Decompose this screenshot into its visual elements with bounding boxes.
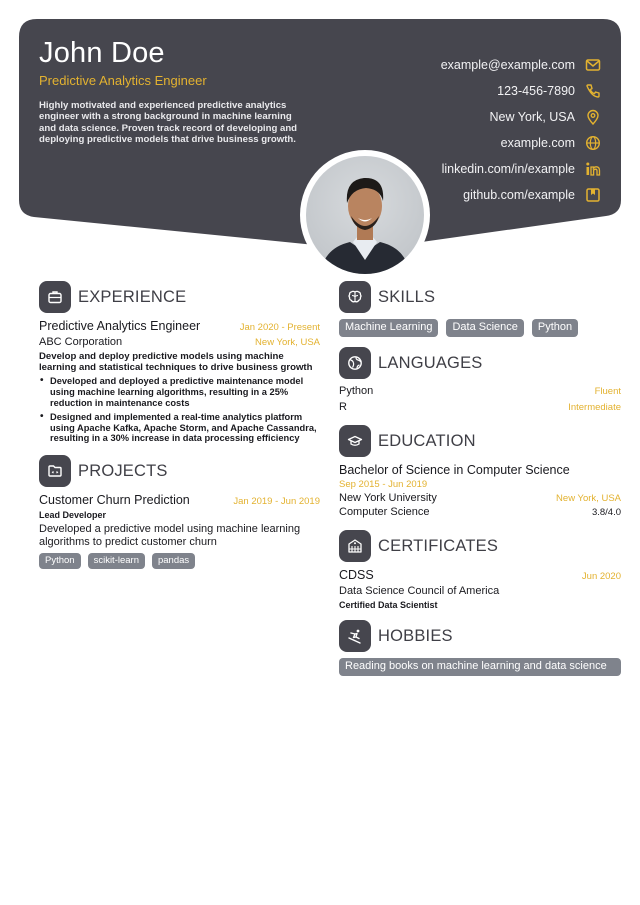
school-name: New York University (339, 492, 437, 504)
globe-icon (585, 135, 601, 151)
project-tag: pandas (152, 553, 195, 569)
profile-summary: Highly motivated and experienced predictive analytics engineer with a strong background in machine learning and data science. Proven track record of developing and deploying predictive models that drive business growth. (39, 100, 298, 146)
certificate-name: CDSS (339, 568, 374, 582)
institution-icon (339, 530, 371, 562)
project-tags (39, 553, 320, 569)
contact-linkedin[interactable] (441, 156, 601, 182)
projects-heading: PROJECTS (78, 461, 168, 480)
contact-list (441, 52, 601, 208)
contact-phone-text[interactable]: 123-456-7890 (497, 84, 575, 98)
brain-icon (339, 281, 371, 313)
projects-header (39, 455, 320, 487)
folder-code-icon (39, 455, 71, 487)
candidate-name: John Doe (39, 37, 165, 69)
skills-list (339, 319, 621, 337)
education-header (339, 425, 621, 457)
certificate-title: Certified Data Scientist (339, 600, 438, 610)
job-summary: Develop and deploy predictive models using machine learning and statistical techniques to drive business growth (39, 351, 313, 374)
achievement-item: • Designed and implemented a real-time analytics platform using Apache Kafka, Apache Storm, and Apache Cassandra, resulting in a 30% increase in data processing efficiency (39, 412, 320, 444)
contact-github[interactable] (441, 182, 601, 208)
contact-linkedin-text[interactable]: linkedin.com/in/example (441, 162, 575, 176)
project-entry (39, 493, 320, 569)
languages-heading: LANGUAGES (378, 353, 483, 372)
education-dates: Sep 2015 - Jun 2019 (339, 479, 428, 490)
graduation-cap-icon (339, 425, 371, 457)
certificate-date: Jun 2020 (581, 571, 621, 582)
linkedin-icon (585, 161, 601, 177)
mail-icon (585, 57, 601, 73)
contact-email[interactable] (441, 52, 601, 78)
certificate-issuer: Data Science Council of America (339, 585, 500, 597)
skiing-icon (339, 620, 371, 652)
project-description: Developed a predictive model using machine learning algorithms to predict customer churn (39, 523, 301, 549)
experience-header (39, 281, 320, 313)
languages-list (339, 385, 621, 417)
contact-email-text[interactable]: example@example.com (440, 58, 575, 72)
contact-github-text[interactable]: github.com/example (463, 188, 575, 202)
achievement-item: • Developed and deployed a predictive maintenance model using machine learning algorithms, resulting in a 25% reduction in maintenance costs (39, 376, 320, 408)
certificate-entry (339, 568, 621, 610)
school-location: New York, USA (556, 493, 621, 504)
language-name: R (339, 401, 347, 413)
contact-phone[interactable] (441, 78, 601, 104)
certificates-header (339, 530, 621, 562)
language-row (339, 401, 621, 417)
skill-tag: Python (532, 319, 578, 337)
skills-section (339, 281, 621, 337)
language-level: Intermediate (568, 402, 621, 413)
profile-photo (306, 156, 424, 274)
project-tag: Python (39, 553, 81, 569)
gpa: 3.8/4.0 (591, 507, 621, 518)
location-pin-icon (585, 109, 601, 125)
projects-section (39, 455, 320, 569)
language-globe-icon (339, 347, 371, 379)
briefcase-icon (39, 281, 71, 313)
contact-website[interactable] (441, 130, 601, 156)
experience-entry (39, 319, 320, 444)
project-tag: scikit-learn (88, 553, 145, 569)
education-entry (339, 463, 621, 518)
hobbies-heading: HOBBIES (378, 626, 453, 645)
languages-section (339, 347, 621, 417)
github-icon (585, 187, 601, 203)
language-level: Fluent (594, 386, 621, 397)
phone-icon (585, 83, 601, 99)
degree: Bachelor of Science in Computer Science (339, 463, 570, 477)
job-dates: Jan 2020 - Present (239, 322, 320, 333)
candidate-title: Predictive Analytics Engineer (39, 73, 207, 88)
hobbies-section (339, 620, 621, 676)
job-company: ABC Corporation (39, 336, 123, 348)
field-of-study: Computer Science (339, 506, 430, 518)
contact-location (441, 104, 601, 130)
job-location: New York, USA (255, 337, 320, 348)
left-column (39, 281, 320, 569)
job-achievements (39, 376, 320, 444)
job-role: Predictive Analytics Engineer (39, 319, 201, 333)
education-section (339, 425, 621, 518)
skill-tag: Data Science (446, 319, 523, 337)
education-heading: EDUCATION (378, 431, 476, 450)
hobby-tag: Reading books on machine learning and data science (339, 658, 621, 676)
contact-location-text: New York, USA (489, 110, 575, 124)
certificates-heading: CERTIFICATES (378, 536, 499, 555)
project-name: Customer Churn Prediction (39, 493, 190, 508)
skills-header (339, 281, 621, 313)
hobbies-header (339, 620, 621, 652)
skill-tag: Machine Learning (339, 319, 438, 337)
languages-header (339, 347, 621, 379)
project-role: Lead Developer (39, 510, 107, 521)
language-name: Python (339, 385, 374, 397)
skills-heading: SKILLS (378, 287, 436, 306)
right-column (339, 281, 621, 676)
hobbies-list (339, 658, 621, 676)
profile-photo-frame (300, 150, 430, 280)
experience-heading: EXPERIENCE (78, 287, 187, 306)
language-row (339, 385, 621, 401)
certificates-section (339, 530, 621, 610)
contact-website-text[interactable]: example.com (500, 136, 575, 150)
experience-section (39, 281, 320, 444)
project-dates: Jan 2019 - Jun 2019 (233, 496, 320, 508)
